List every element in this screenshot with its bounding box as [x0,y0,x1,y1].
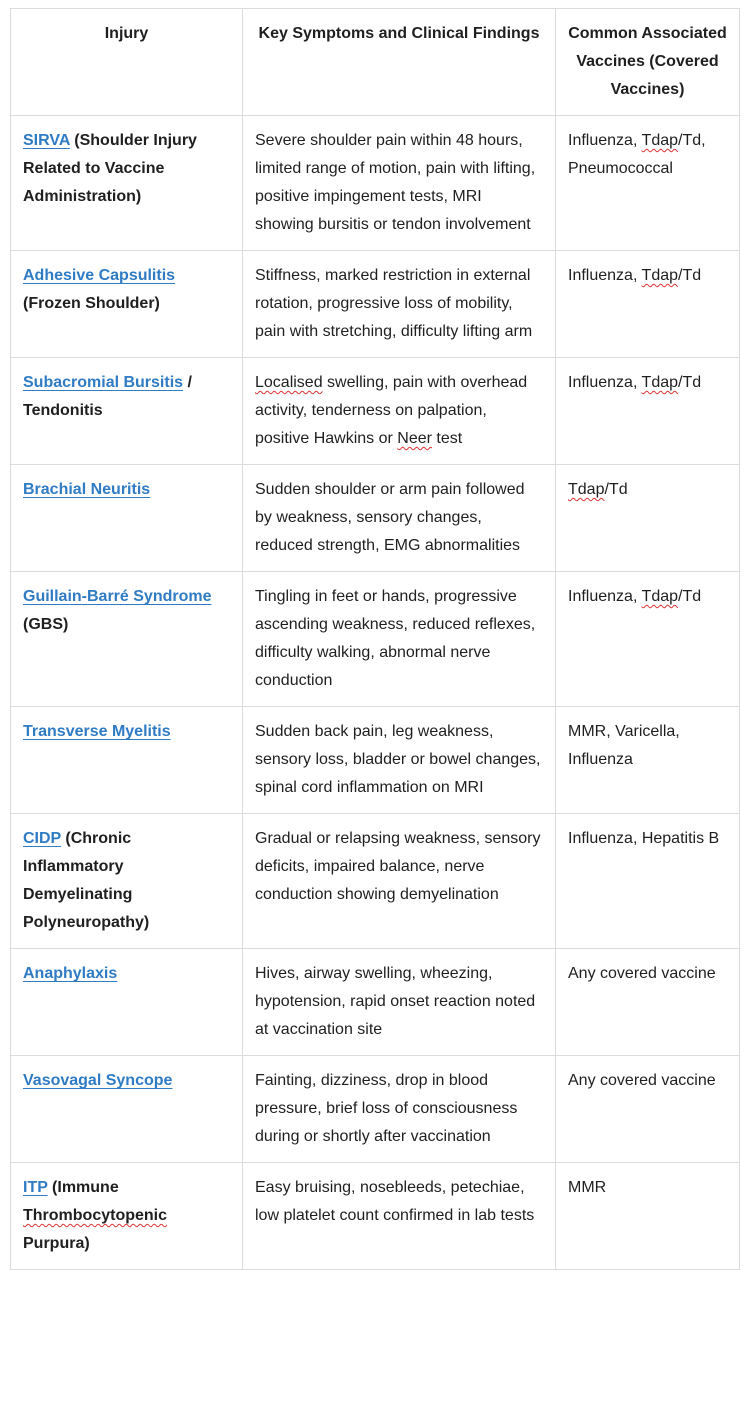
vaccines-cell: Influenza, Tdap/Td [556,572,740,707]
symptoms-cell: Sudden back pain, leg weakness, sensory loss, bladder or bowel changes, spinal cord inflammation on MRI [243,707,556,814]
injury-link[interactable]: Subacromial Bursitis [23,374,184,391]
symptoms-cell: Localised swelling, pain with overhead activity, tenderness on palpation, positive Hawkins or Neer test [243,358,556,465]
injury-cell [11,251,243,358]
injury-link[interactable]: Vasovagal Syncope [23,1072,173,1089]
injury-link[interactable]: CIDP [23,830,61,847]
injury-link[interactable]: SIRVA [23,132,70,149]
vaccines-cell: Influenza, Tdap/Td, Pneumococcal [556,116,740,251]
symptoms-cell: Stiffness, marked restriction in external rotation, progressive loss of mobility, pain with stretching, difficulty lifting arm [243,251,556,358]
injury-cell [11,465,243,572]
injury-cell [11,358,243,465]
injury-description: / Tendonitis [23,374,192,419]
symptoms-cell: Sudden shoulder or arm pain followed by weakness, sensory changes, reduced strength, EMG abnormalities [243,465,556,572]
injury-description: (GBS) [23,616,69,633]
table-row [11,358,740,465]
injury-link[interactable]: Guillain-Barré Syndrome [23,588,212,605]
table-row [11,707,740,814]
table-row [11,1056,740,1163]
injury-cell [11,572,243,707]
injury-cell [11,707,243,814]
injury-link[interactable]: Transverse Myelitis [23,723,171,740]
injury-cell [11,1163,243,1270]
injury-table [10,8,740,1270]
vaccines-cell: Influenza, Tdap/Td [556,251,740,358]
symptoms-cell: Gradual or relapsing weakness, sensory deficits, impaired balance, nerve conduction showing demyelination [243,814,556,949]
table-container [10,8,740,1270]
injury-link[interactable]: Adhesive Capsulitis [23,267,176,284]
table-row [11,1163,740,1270]
injury-cell [11,1056,243,1163]
injury-cell [11,116,243,251]
table-header-row [11,9,740,116]
table-row [11,251,740,358]
symptoms-cell: Hives, airway swelling, wheezing, hypotension, rapid onset reaction noted at vaccination site [243,949,556,1056]
vaccines-cell: Influenza, Hepatitis B [556,814,740,949]
injury-link[interactable]: ITP [23,1179,48,1196]
table-row [11,814,740,949]
table-row [11,116,740,251]
symptoms-cell: Easy bruising, nosebleeds, petechiae, low platelet count confirmed in lab tests [243,1163,556,1270]
vaccines-cell: Influenza, Tdap/Td [556,358,740,465]
injury-description: (Chronic Inflammatory Demyelinating Polyneuropathy) [23,830,150,931]
vaccines-cell: MMR [556,1163,740,1270]
symptoms-cell: Fainting, dizziness, drop in blood pressure, brief loss of consciousness during or shortly after vaccination [243,1056,556,1163]
vaccines-cell: MMR, Varicella, Influenza [556,707,740,814]
injury-description: (Frozen Shoulder) [23,295,160,312]
table-row [11,572,740,707]
injury-link[interactable]: Anaphylaxis [23,965,118,982]
vaccines-cell: Tdap/Td [556,465,740,572]
header-injury: Injury [11,9,243,116]
vaccines-cell: Any covered vaccine [556,949,740,1056]
injury-description: (Immune Thrombocytopenic Purpura) [23,1179,168,1252]
injury-cell [11,814,243,949]
table-row [11,465,740,572]
vaccines-cell: Any covered vaccine [556,1056,740,1163]
header-symptoms: Key Symptoms and Clinical Findings [243,9,556,116]
header-vaccines: Common Associated Vaccines (Covered Vaccines) [556,9,740,116]
injury-cell [11,949,243,1056]
injury-description: (Shoulder Injury Related to Vaccine Administration) [23,132,197,205]
table-row [11,949,740,1056]
injury-link[interactable]: Brachial Neuritis [23,481,151,498]
symptoms-cell: Tingling in feet or hands, progressive ascending weakness, reduced reflexes, difficulty walking, abnormal nerve conduction [243,572,556,707]
symptoms-cell: Severe shoulder pain within 48 hours, limited range of motion, pain with lifting, positive impingement tests, MRI showing bursitis or tendon involvement [243,116,556,251]
